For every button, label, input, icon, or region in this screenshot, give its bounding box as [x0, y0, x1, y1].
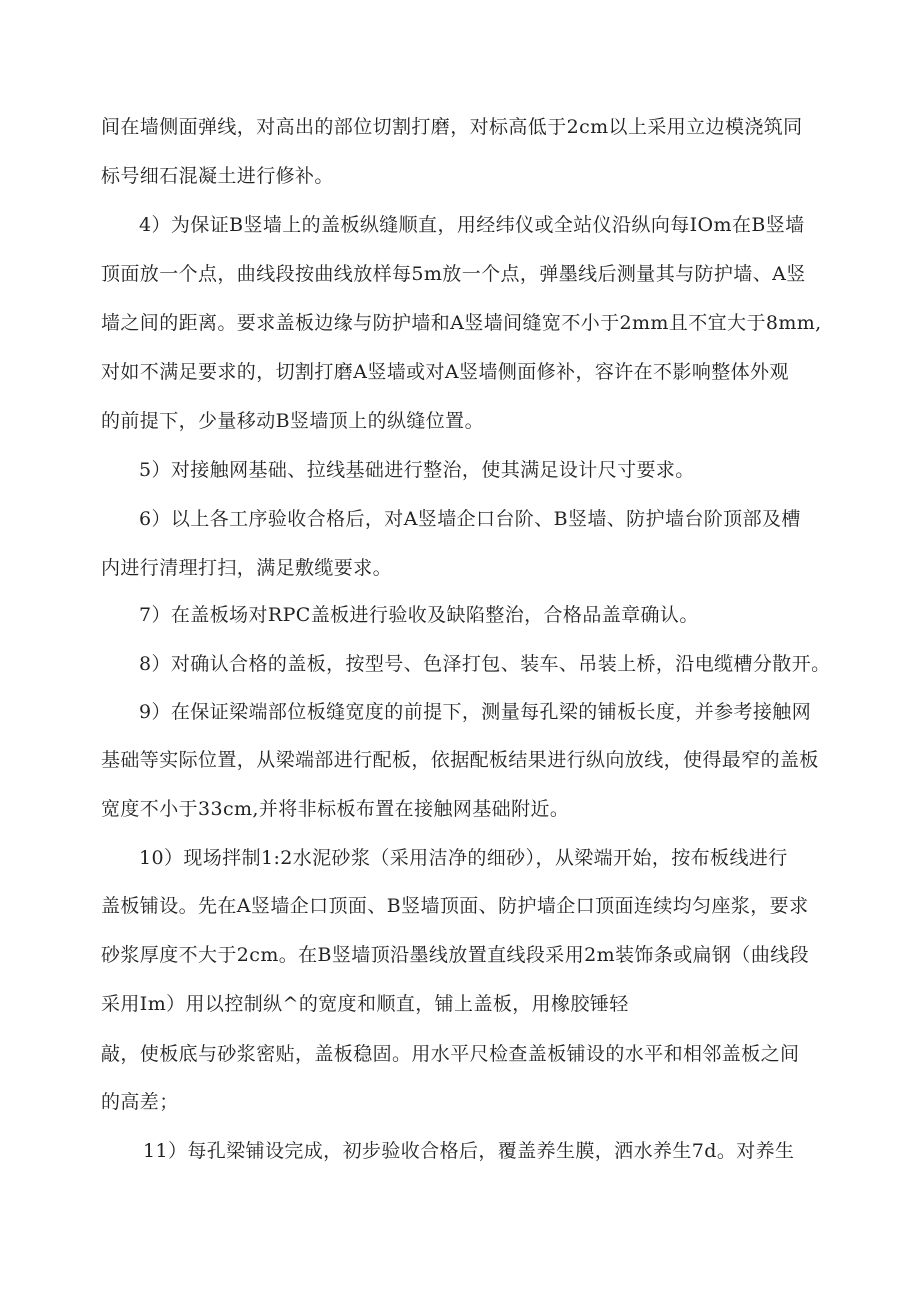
text-line: 的高差； — [101, 1091, 179, 1113]
paragraph-8-first-line: 8）对确认合格的盖板，按型号、色泽打包、装车、吊装上桥，沿电缆槽分散开。 — [139, 653, 831, 675]
paragraph-11-first-line: 11）每孔梁铺设完成，初步验收合格后，覆盖养生膜，洒水养生7d。对养生 — [143, 1140, 795, 1162]
text-line: 墙之间的距离。要求盖板边缘与防护墙和A竖墙间缝宽不小于2mm且不宜大于8mm, — [101, 312, 822, 334]
text-line: 砂浆厚度不大于2cm。在B竖墙顶沿墨线放置直线段采用2m装饰条或扁钢（曲线段 — [101, 944, 810, 966]
paragraph-6-first-line: 6）以上各工序验收合格后，对A竖墙企口台阶、B竖墙、防护墙台阶顶部及槽 — [139, 508, 801, 530]
text-line: 敲，使板底与砂浆密贴，盖板稳固。用水平尺检查盖板铺设的水平和相邻盖板之间 — [101, 1043, 800, 1065]
paragraph-4-first-line: 4）为保证B竖墙上的盖板纵缝顺直，用经纬仪或全站仪沿纵向每IOm在B竖墙 — [139, 214, 805, 236]
text-line: 对如不满足要求的，切割打磨A竖墙或对A竖墙侧面修补，容许在不影响整体外观 — [101, 361, 789, 383]
paragraph-10-first-line: 10）现场拌制1:2水泥砂浆（采用洁净的细砂），从梁端开始，按布板线进行 — [139, 847, 788, 869]
text-line: 顶面放一个点，曲线段按曲线放样每5m放一个点，弹墨线后测量其与防护墙、A竖 — [101, 263, 806, 285]
text-line: 间在墙侧面弹线，对高出的部位切割打磨，对标高低于2cm以上采用立边模浇筑同 — [101, 116, 803, 138]
text-line: 的前提下，少量移动B竖墙顶上的纵缝位置。 — [101, 410, 484, 432]
text-line: 内进行清理打扫，满足敷缆要求。 — [101, 557, 393, 579]
text-line: 采用Im）用以控制纵^的宽度和顺直，铺上盖板，用橡胶锤轻 — [101, 993, 629, 1015]
paragraph-5-first-line: 5）对接触网基础、拉线基础进行整治，使其满足设计尺寸要求。 — [139, 459, 695, 481]
paragraph-7-first-line: 7）在盖板场对RPC盖板进行验收及缺陷整治，合格品盖章确认。 — [139, 604, 699, 626]
text-line: 基础等实际位置，从梁端部进行配板，依据配板结果进行纵向放线，使得最窄的盖板 — [101, 749, 819, 771]
paragraph-9-first-line: 9）在保证梁端部位板缝宽度的前提下，测量每孔梁的铺板长度，并参考接触网 — [139, 701, 812, 723]
text-line: 标号细石混凝土进行修补。 — [101, 165, 334, 187]
text-line: 盖板铺设。先在A竖墙企口顶面、B竖墙顶面、防护墙企口顶面连续均匀座浆，要求 — [101, 895, 809, 917]
text-line: 宽度不小于33cm,并将非标板布置在接触网基础附近。 — [101, 798, 570, 820]
